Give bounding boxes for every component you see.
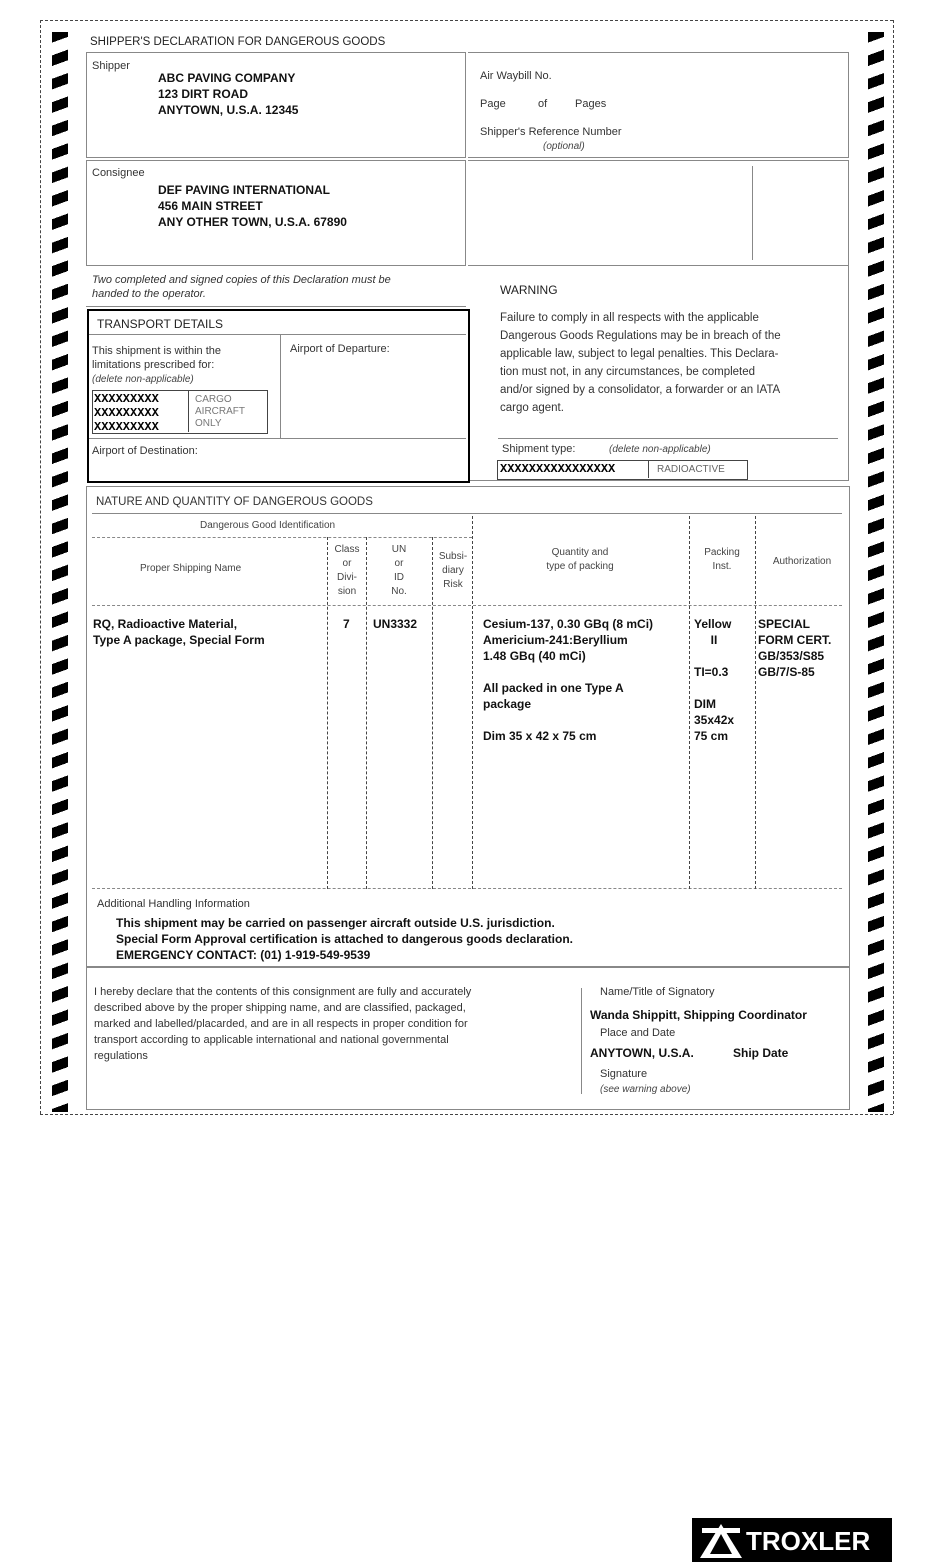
page-label: Page: [480, 98, 506, 110]
consignee-right-box: [468, 160, 849, 266]
pages-label: Pages: [575, 98, 607, 110]
col-header-risk-3: Risk: [443, 579, 463, 590]
col-header-class-1: Class: [334, 544, 360, 555]
aircraft-box-divider: [188, 390, 189, 432]
row-auth-line-1: SPECIAL: [758, 617, 811, 631]
col-divider-risk: [432, 537, 433, 889]
signature-label: Signature: [600, 1068, 648, 1080]
declaration-line-5: regulations: [94, 1050, 148, 1062]
consignee-label: Consignee: [92, 167, 145, 179]
col-header-packing-2: Inst.: [712, 561, 732, 572]
warning-line-2: Dangerous Goods Regulations may be in breach of the: [500, 330, 781, 342]
xx-line-3: XXXXXXXXX: [94, 420, 159, 434]
xx-line-1: XXXXXXXXX: [94, 392, 159, 406]
consignee-street: 456 MAIN STREET: [158, 199, 263, 213]
col-header-un-1: UN: [391, 544, 407, 555]
consignee-name: DEF PAVING INTERNATIONAL: [158, 183, 330, 197]
copies-note-line-2: handed to the operator.: [92, 288, 206, 300]
declaration-line-3: marked and labelled/placarded, and are in all respects in proper condition for: [94, 1018, 468, 1030]
row-psn-line-1: RQ, Radioactive Material,: [93, 617, 238, 631]
departure-label: Airport of Departure:: [290, 343, 390, 355]
shipment-type-divider: [648, 460, 649, 478]
consignee-right-top-line: [468, 160, 848, 161]
waybill-box: [468, 52, 849, 158]
right-hazard-stripe: [868, 32, 884, 1112]
row-pack-dim-1: DIM: [694, 697, 716, 711]
col-header-packing-1: Packing: [704, 547, 740, 558]
limit-line-1: This shipment is within the: [92, 345, 221, 357]
additional-line-1: This shipment may be carried on passenger aircraft outside U.S. jurisdiction.: [116, 916, 555, 930]
row-auth-line-4: GB/7/S-85: [758, 665, 815, 679]
additional-label: Additional Handling Information: [97, 898, 250, 910]
copies-divider: [86, 306, 466, 307]
row-qty-line-4: All packed in one Type A: [483, 681, 624, 695]
shipper-name: ABC PAVING COMPANY: [158, 71, 296, 85]
air-waybill-label: Air Waybill No.: [480, 70, 552, 82]
place-value: ANYTOWN, U.S.A.: [590, 1046, 694, 1060]
nature-title-divider: [92, 513, 842, 514]
col-header-qty-2: type of packing: [546, 561, 614, 572]
warning-line-5: and/or signed by a consolidator, a forwarder or an IATA: [500, 384, 781, 396]
col-divider-un: [366, 537, 367, 889]
frame-top-border: [40, 20, 893, 21]
warning-line-1: Failure to comply in all respects with the applicable: [500, 312, 759, 324]
row-qty-line-5: package: [483, 697, 532, 711]
row-un: UN3332: [373, 617, 418, 631]
place-date-label: Place and Date: [600, 1027, 676, 1039]
shipper-label: Shipper: [92, 60, 130, 72]
row-qty-line-2: Americium-241:Beryllium: [483, 633, 628, 647]
col-header-qty-1: Quantity and: [551, 547, 609, 558]
row-qty-line-6: Dim 35 x 42 x 75 cm: [483, 729, 597, 743]
troxler-logo-text: TROXLER: [746, 1526, 871, 1556]
col-header-auth: Authorization: [772, 556, 832, 567]
col-header-un-3: ID: [394, 572, 404, 583]
col-divider-class: [327, 537, 328, 889]
row-pack-dim-3: 75 cm: [694, 729, 729, 743]
reference-label: Shipper's Reference Number: [480, 126, 622, 138]
shipment-type-note: (delete non-applicable): [609, 444, 711, 455]
destination-label: Airport of Destination:: [92, 445, 198, 457]
additional-line-2: Special Form Approval certification is attached to dangerous goods declaration.: [116, 932, 573, 946]
warning-title: WARNING: [500, 283, 558, 297]
frame-right-border: [893, 20, 894, 1114]
declaration-line-1: I hereby declare that the contents of this consignment are fully and accurately: [94, 986, 472, 998]
nature-title: NATURE AND QUANTITY OF DANGEROUS GOODS: [96, 496, 373, 508]
consignee-city: ANY OTHER TOWN, U.S.A. 67890: [158, 215, 347, 229]
row-pack-line-2: II: [710, 633, 718, 647]
warning-line-6: cargo agent.: [500, 402, 564, 414]
limit-note: (delete non-applicable): [92, 374, 194, 385]
transport-lower-divider: [89, 438, 466, 439]
col-header-un-2: or: [394, 558, 404, 569]
cargo-line-2: AIRCRAFT: [195, 406, 245, 417]
row-class: 7: [343, 617, 350, 631]
cargo-line-3: ONLY: [195, 418, 222, 429]
transport-title-divider: [89, 334, 466, 335]
form-title: SHIPPER'S DECLARATION FOR DANGEROUS GOODS: [90, 36, 386, 48]
row-pack-ti: TI=0.3: [694, 665, 729, 679]
col-header-psn: Proper Shipping Name: [140, 563, 242, 574]
warning-line-3: applicable law, subject to legal penalties. This Declara-: [500, 348, 779, 360]
shipper-city: ANYTOWN, U.S.A. 12345: [158, 103, 299, 117]
row-qty-line-1: Cesium-137, 0.30 GBq (8 mCi): [483, 617, 654, 631]
col-divider-qty: [472, 516, 473, 889]
date-value: Ship Date: [733, 1046, 789, 1060]
left-hazard-stripe: [52, 32, 68, 1112]
col-header-class-3: Divi-: [337, 572, 357, 583]
troxler-logo-icon: [698, 1522, 744, 1560]
row-qty-line-3: 1.48 GBq (40 mCi): [483, 649, 586, 663]
limit-line-2: limitations prescribed for:: [92, 359, 215, 371]
copies-note-line-1: Two completed and signed copies of this Declaration must be: [92, 274, 391, 286]
shipment-type-label: Shipment type:: [502, 443, 576, 455]
frame-left-border: [40, 20, 41, 1114]
col-header-class-2: or: [342, 558, 352, 569]
row-auth-line-2: FORM CERT.: [758, 633, 832, 647]
header-bottom-divider: [92, 605, 842, 606]
of-label: of: [538, 98, 548, 110]
declaration-line-4: transport according to applicable international and national governmental: [94, 1034, 449, 1046]
cargo-line-1: CARGO: [195, 394, 232, 405]
consignee-right-divider: [752, 166, 753, 260]
col-header-risk-1: Subsi-: [438, 551, 468, 562]
shipment-type-crossed: XXXXXXXXXXXXXXXX: [500, 462, 616, 476]
shipment-type-radioactive: RADIOACTIVE: [657, 464, 725, 475]
signatory-name-label: Name/Title of Signatory: [600, 986, 715, 998]
col-header-class-4: sion: [337, 586, 357, 597]
transport-title: TRANSPORT DETAILS: [97, 317, 224, 331]
additional-line-3: EMERGENCY CONTACT: (01) 1-919-549-9539: [116, 948, 371, 962]
row-pack-dim-2: 35x42x: [694, 713, 735, 727]
col-divider-auth: [755, 516, 756, 889]
col-divider-packing: [689, 516, 690, 889]
declaration-divider: [581, 988, 582, 1094]
transport-mid-divider: [280, 334, 281, 438]
signatory-name-value: Wanda Shippitt, Shipping Coordinator: [590, 1008, 807, 1022]
row-psn-line-2: Type A package, Special Form: [93, 633, 265, 647]
declaration-line-2: described above by the proper shipping name, and are classified, packaged,: [94, 1002, 466, 1014]
frame-bottom-border: [40, 1114, 893, 1115]
warning-divider: [498, 438, 838, 439]
xx-line-2: XXXXXXXXX: [94, 406, 159, 420]
table-bottom-divider: [92, 888, 842, 889]
signature-note: (see warning above): [600, 1084, 691, 1095]
warning-line-4: tion must not, in any circumstances, be completed: [500, 366, 756, 378]
troxler-logo: [692, 1518, 892, 1562]
col-header-un-4: No.: [391, 586, 407, 597]
shipper-street: 123 DIRT ROAD: [158, 87, 249, 101]
row-auth-line-3: GB/353/S85: [758, 649, 825, 663]
ident-divider: [92, 537, 472, 538]
ident-header: Dangerous Good Identification: [200, 520, 336, 531]
reference-note: (optional): [543, 141, 585, 152]
row-pack-line-1: Yellow: [694, 617, 732, 631]
col-header-risk-2: diary: [442, 565, 464, 576]
